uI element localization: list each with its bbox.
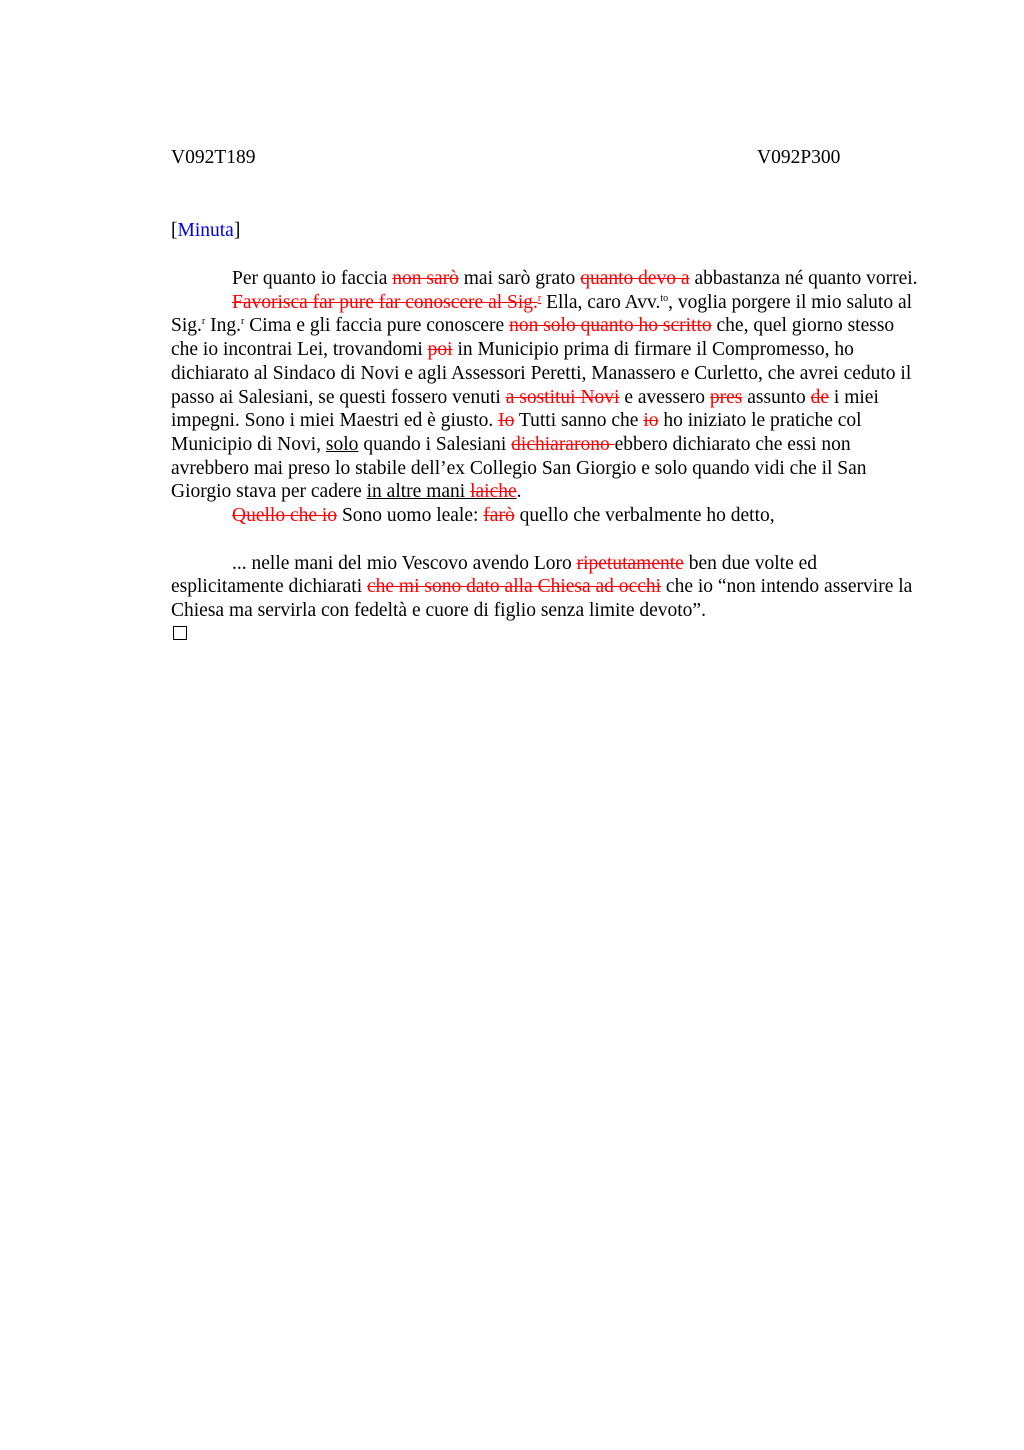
superscript: r — [201, 316, 206, 328]
label-open-bracket: [ — [171, 220, 178, 241]
text-segment: assunto — [742, 386, 811, 408]
document-code-left: V092T189 — [171, 147, 256, 168]
text-segment: ... nelle mani del mio Vescovo avendo Loro — [232, 552, 577, 574]
underlined-text — [367, 481, 517, 502]
deleted-text: non solo quanto ho scritto — [509, 315, 712, 337]
text-segment: che, quel giorno stesso che io incontrai Lei, trovandomi — [171, 315, 895, 361]
paragraph-1 — [171, 267, 921, 291]
text-segment: Cima e gli faccia pure conoscere — [244, 315, 510, 337]
underlined-text: solo — [325, 433, 359, 455]
document-page — [171, 146, 921, 640]
letter-body — [171, 267, 921, 640]
deleted-text: quanto devo a — [580, 268, 690, 289]
paragraph-3 — [171, 504, 921, 528]
document-code-right: V092P300 — [757, 147, 841, 168]
deleted-text: Io — [498, 410, 515, 432]
paragraph-2 — [171, 291, 921, 504]
text-segment: Per quanto io faccia — [232, 268, 393, 289]
deleted-text: pres — [709, 386, 743, 408]
text-segment: quello che verbalmente ho detto, — [514, 505, 775, 527]
label-minuta: Minuta — [177, 220, 234, 241]
deleted-text: laiche — [470, 481, 517, 503]
text-segment: , voglia porgere il mio saluto al Sig. — [171, 291, 913, 337]
text-segment: Ella, caro Avv. — [541, 291, 661, 313]
deleted-text: Quello che io — [232, 505, 338, 527]
deleted-text: de — [810, 386, 830, 408]
superscript: to — [660, 292, 669, 304]
text-segment: mai sarò grato — [458, 268, 581, 289]
document-header — [171, 146, 921, 170]
text-segment: ben due volte ed esplicitamente dichiarati — [171, 552, 818, 598]
text-segment: ho iniziato le pratiche col Municipio di Novi, — [171, 410, 862, 455]
deleted-text — [232, 292, 541, 313]
deleted-text-part: Favorisca far pure far conoscere al Sig. — [232, 291, 538, 313]
text-segment: abbastanza né quanto vorrei. — [689, 268, 918, 289]
deleted-text: farò — [483, 505, 515, 527]
text-segment: ebbero dichiarato che essi non avrebbero mai preso lo stabile dell’ex Collegio San Giorgio e solo quando vidi che il San Giorgio stava per cadere — [171, 433, 867, 503]
deleted-text: che mi sono dato alla Chiesa ad occhi — [367, 576, 662, 598]
paragraph-4 — [171, 552, 921, 623]
text-segment: i miei impegni. Sono i miei Maestri ed è giusto. — [171, 386, 879, 432]
text-segment: Tutti sanno che — [514, 410, 644, 432]
text-segment: quando i Salesiani — [358, 433, 512, 455]
superscript: r — [240, 316, 245, 328]
superscript: r — [537, 292, 542, 304]
text-segment: Sono uomo leale: — [337, 505, 484, 527]
deleted-text: poi — [427, 339, 453, 361]
end-of-document-box-icon — [173, 626, 187, 640]
underlined-text-part: in altre mani — [366, 481, 471, 503]
text-segment: Ing. — [205, 315, 241, 337]
deleted-text: a sostitui Novi — [505, 386, 620, 408]
deleted-text: io — [643, 410, 659, 432]
text-segment: . — [516, 481, 522, 503]
deleted-text: ripetutamente — [576, 552, 684, 574]
text-segment: in Municipio prima di firmare il Compromesso, ho dichiarato al Sindaco di Novi e agli Assessori Peretti, Manassero e Curletto, che avrei ceduto il passo ai Salesiani, se questi fossero venuti — [171, 339, 912, 408]
text-segment: e avessero — [619, 386, 710, 408]
deleted-text: non sarò — [392, 268, 459, 289]
deleted-text: dichiararono — [511, 433, 615, 455]
document-type-label — [171, 219, 921, 243]
label-close-bracket: ] — [233, 220, 241, 241]
text-segment: che io “non intendo asservire la Chiesa ma servirla con fedeltà e cuore di figlio senza limite devoto”. — [171, 576, 913, 622]
